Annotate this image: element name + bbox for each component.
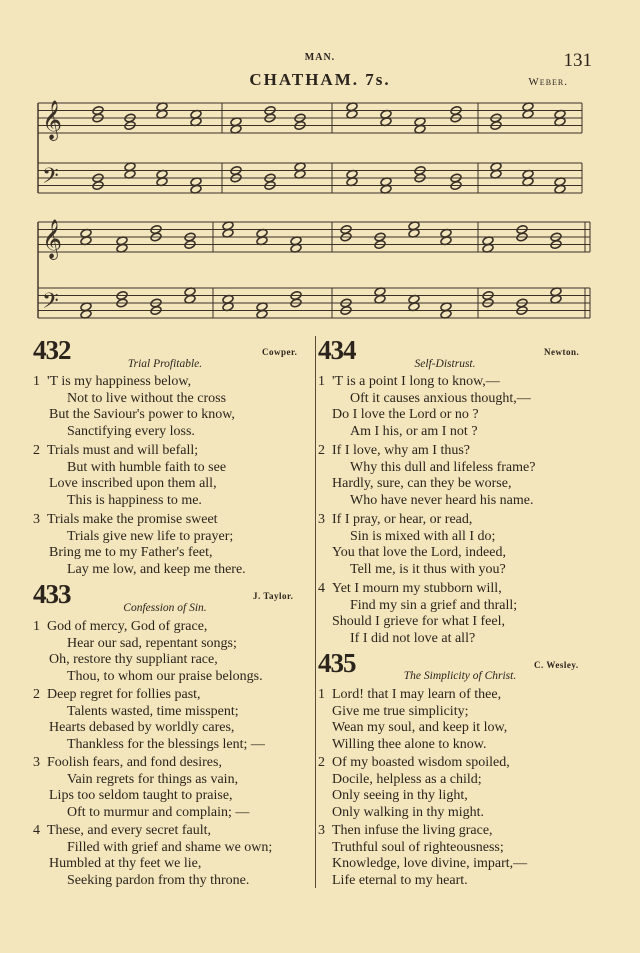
running-head: MAN. xyxy=(304,52,336,63)
treble-clef-icon: 𝄞 xyxy=(42,219,63,259)
hymn-number: 435 xyxy=(318,648,356,678)
tune-title: CHATHAM. 7s. xyxy=(249,70,391,89)
hymn-author: J. Taylor. xyxy=(253,591,294,601)
verse: 1 God of mercy, God of grace, Hear our sad, repentant songs; Oh, restore thy suppliant race, Thou, to whom our praise belongs. xyxy=(33,619,263,684)
hymn-author: C. Wesley. xyxy=(534,660,579,670)
hymn-number: 433 xyxy=(33,579,71,609)
page-number: 131 xyxy=(563,50,592,71)
verse: 1 'T is a point I long to know,— Oft it causes anxious thought,— Do I love the Lord or no ? Am I his, or am I not ? xyxy=(318,374,531,439)
verse: 3 If I pray, or hear, or read, Sin is mixed with all I do; You that love the Lord, indeed, Tell me, is it thus with you? xyxy=(318,512,506,577)
hymn-number: 434 xyxy=(318,335,356,365)
music-score xyxy=(0,0,640,330)
verse: 1 Lord! that I may learn of thee, Give me true simplicity; Wean my soul, and keep it low, Willing thee alone to know. xyxy=(318,687,508,752)
hymn-number: 432 xyxy=(33,335,71,365)
hymn-subtitle: Confession of Sin. xyxy=(123,602,207,614)
hymn-subtitle: The Simplicity of Christ. xyxy=(403,670,517,682)
composer-name: Weber. xyxy=(528,76,568,88)
verse: 1 'T is my happiness below, Not to live without the cross But the Saviour's power to know, Sanctifying every loss. xyxy=(33,374,235,439)
hymn-author: Cowper. xyxy=(262,347,298,357)
hymn-subtitle: Trial Profitable. xyxy=(127,358,203,370)
verse: 2 Of my boasted wisdom spoiled, Docile, helpless as a child; Only seeing in thy light, Only walking in thy might. xyxy=(318,755,510,820)
hymn-subtitle: Self-Distrust. xyxy=(414,358,476,370)
verse: 3 Foolish fears, and fond desires, Vain regrets for things as vain, Lips too seldom taught to praise, Oft to murmur and complain; — xyxy=(33,755,250,820)
verse: 3 Then infuse the living grace, Truthful soul of righteousness; Knowledge, love divine, impart,— Life eternal to my heart. xyxy=(318,823,528,888)
bass-clef-icon: 𝄢 xyxy=(42,289,59,319)
bass-clef-icon: 𝄢 xyxy=(42,164,59,194)
verse: 2 Deep regret for follies past, Talents wasted, time misspent; Hearts debased by worldly cares, Thankless for the blessings lent; — xyxy=(33,687,265,752)
verse: 2 Trials must and will befall; But with humble faith to see Love inscribed upon them all, This is happiness to me. xyxy=(33,443,227,508)
hymn-author: Newton. xyxy=(544,347,580,357)
verse: 4 These, and every secret fault, Filled with grief and shame we own; Humbled at thy feet we lie, Seeking pardon from thy throne. xyxy=(33,823,273,888)
column-divider xyxy=(315,336,316,888)
verse: 3 Trials make the promise sweet Trials give new life to prayer; Bring me to my Father's feet, Lay me low, and keep me there. xyxy=(33,512,246,577)
verse: 4 Yet I mourn my stubborn will, Find my sin a grief and thrall; Should I grieve for what I feel, If I did not love at all? xyxy=(318,581,518,646)
treble-clef-icon: 𝄞 xyxy=(42,100,63,140)
verse: 2 If I love, why am I thus? Why this dull and lifeless frame? Hardly, sure, can they be worse, Who have never heard his name. xyxy=(318,443,536,508)
